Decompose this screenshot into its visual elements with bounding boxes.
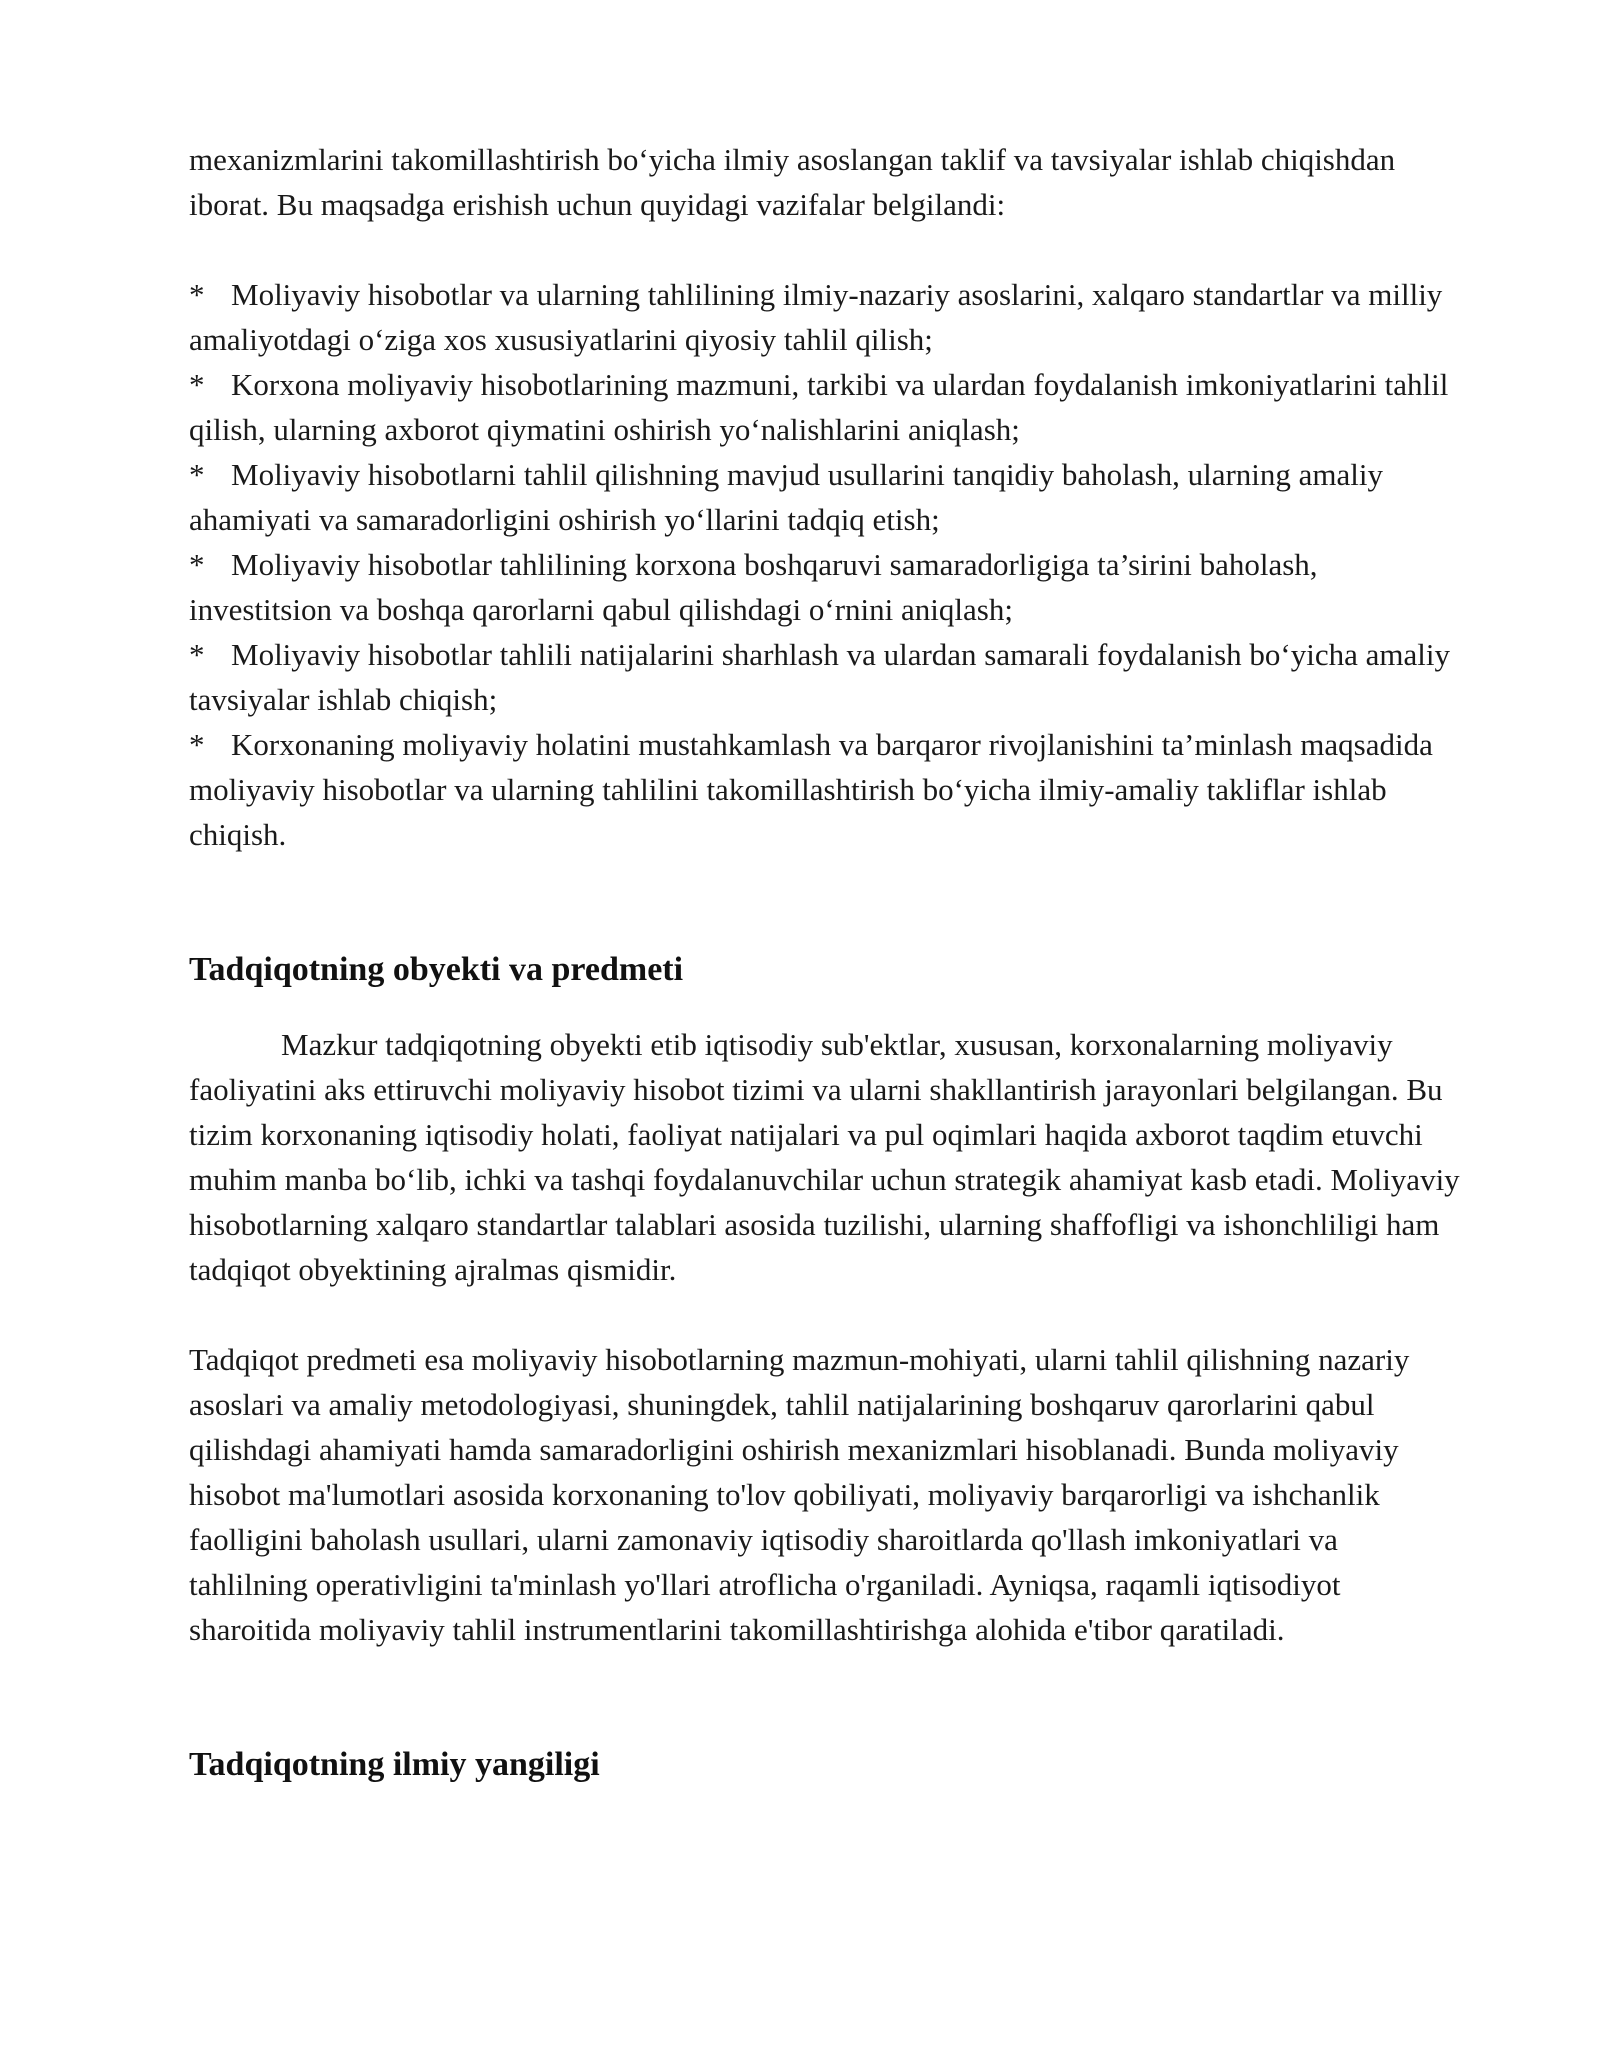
list-item <box>189 452 1464 542</box>
list-item-text: Korxona moliyaviy hisobotlarining mazmuni, tarkibi va ulardan foydalanish imkoniyatlarini tahlil qilish, ularning axborot qiymatini oshirish yo‘nalishlarini aniqlash; <box>189 367 1449 447</box>
bullet-marker: * <box>189 637 205 672</box>
spacer <box>189 1292 1464 1337</box>
spacer <box>189 992 1464 1022</box>
spacer <box>189 857 1464 947</box>
bullet-marker: * <box>189 547 205 582</box>
list-item-text: Moliyaviy hisobotlar va ularning tahlilining ilmiy-nazariy asoslarini, xalqaro standartlar va milliy amaliyotdagi o‘ziga xos xususiyatlarini qiyosiy tahlil qilish; <box>189 277 1443 357</box>
bullet-marker: * <box>189 457 205 492</box>
spacer <box>189 1652 1464 1742</box>
object-paragraph: Mazkur tadqiqotning obyekti etib iqtisodiy sub'ektlar, xususan, korxonalarning moliyaviy faoliyatini aks ettiruvchi moliyaviy hisobot tizimi va ularni shakllantirish jarayonlari belgilangan. Bu tizim korxonaning iqtisodiy holati, faoliyat natijalari va pul oqimlari haqida axborot taqdim etuvchi muhim manba bo‘lib, ichki va tashqi foydalanuvchilar uchun strategik ahamiyat kasb etadi. Moliyaviy hisobotlarning xalqaro standartlar talablari asosida tuzilishi, ularning shaffofligi va ishonchliligi ham tadqiqot obyektining ajralmas qismidir. <box>189 1027 1460 1287</box>
task-list <box>189 272 1464 857</box>
bullet-marker: * <box>189 367 205 402</box>
document-page <box>189 137 1464 1787</box>
bullet-marker: * <box>189 727 205 762</box>
subject-paragraph: Tadqiqot predmeti esa moliyaviy hisobotlarning mazmun-mohiyati, ularni tahlil qilishning nazariy asoslari va amaliy metodologiyasi, shuningdek, tahlil natijalarining boshqaruv qarorlarini qabul qilishdagi ahamiyati hamda samaradorligini oshirish mexanizmlari hisoblanadi. Bunda moliyaviy hisobot ma'lumotlari asosida korxonaning to'lov qobiliyati, moliyaviy barqarorligi va ishchanlik faolligini baholash usullari, ularni zamonaviy iqtisodiy sharoitlarda qo'llash imkoniyatlari va tahlilning operativligini ta'minlash yo'llari atroflicha o'rganiladi. Ayniqsa, raqamli iqtisodiyot sharoitida moliyaviy tahlil instrumentlarini takomillashtirishga alohida e'tibor qaratiladi. <box>189 1342 1410 1647</box>
list-item <box>189 362 1464 452</box>
list-item <box>189 632 1464 722</box>
section-heading-object: Tadqiqotning obyekti va predmeti <box>189 951 684 988</box>
intro-paragraph: mexanizmlarini takomillashtirish bo‘yicha ilmiy asoslangan taklif va tavsiyalar ishlab chiqishdan iborat. Bu maqsadga erishish uchun quyidagi vazifalar belgilandi: <box>189 142 1396 222</box>
list-item-text: Moliyaviy hisobotlar tahlilining korxona boshqaruvi samaradorligiga ta’sirini baholash, investitsion va boshqa qarorlarni qabul qilishdagi o‘rnini aniqlash; <box>189 547 1318 627</box>
list-item <box>189 272 1464 362</box>
spacer <box>189 227 1464 272</box>
list-item <box>189 722 1464 857</box>
list-item-text: Korxonaning moliyaviy holatini mustahkamlash va barqaror rivojlanishini ta’minlash maqsadida moliyaviy hisobotlar va ularning tahlilini takomillashtirish bo‘yicha ilmiy-amaliy takliflar ishlab chiqish. <box>189 727 1433 852</box>
bullet-marker: * <box>189 277 205 312</box>
list-item <box>189 542 1464 632</box>
list-item-text: Moliyaviy hisobotlar tahlili natijalarini sharhlash va ulardan samarali foydalanish bo‘yicha amaliy tavsiyalar ishlab chiqish; <box>189 637 1450 717</box>
list-item-text: Moliyaviy hisobotlarni tahlil qilishning mavjud usullarini tanqidiy baholash, ularning amaliy ahamiyati va samaradorligini oshirish yo‘llarini tadqiq etish; <box>189 457 1384 537</box>
section-heading-novelty: Tadqiqotning ilmiy yangiligi <box>189 1746 600 1783</box>
